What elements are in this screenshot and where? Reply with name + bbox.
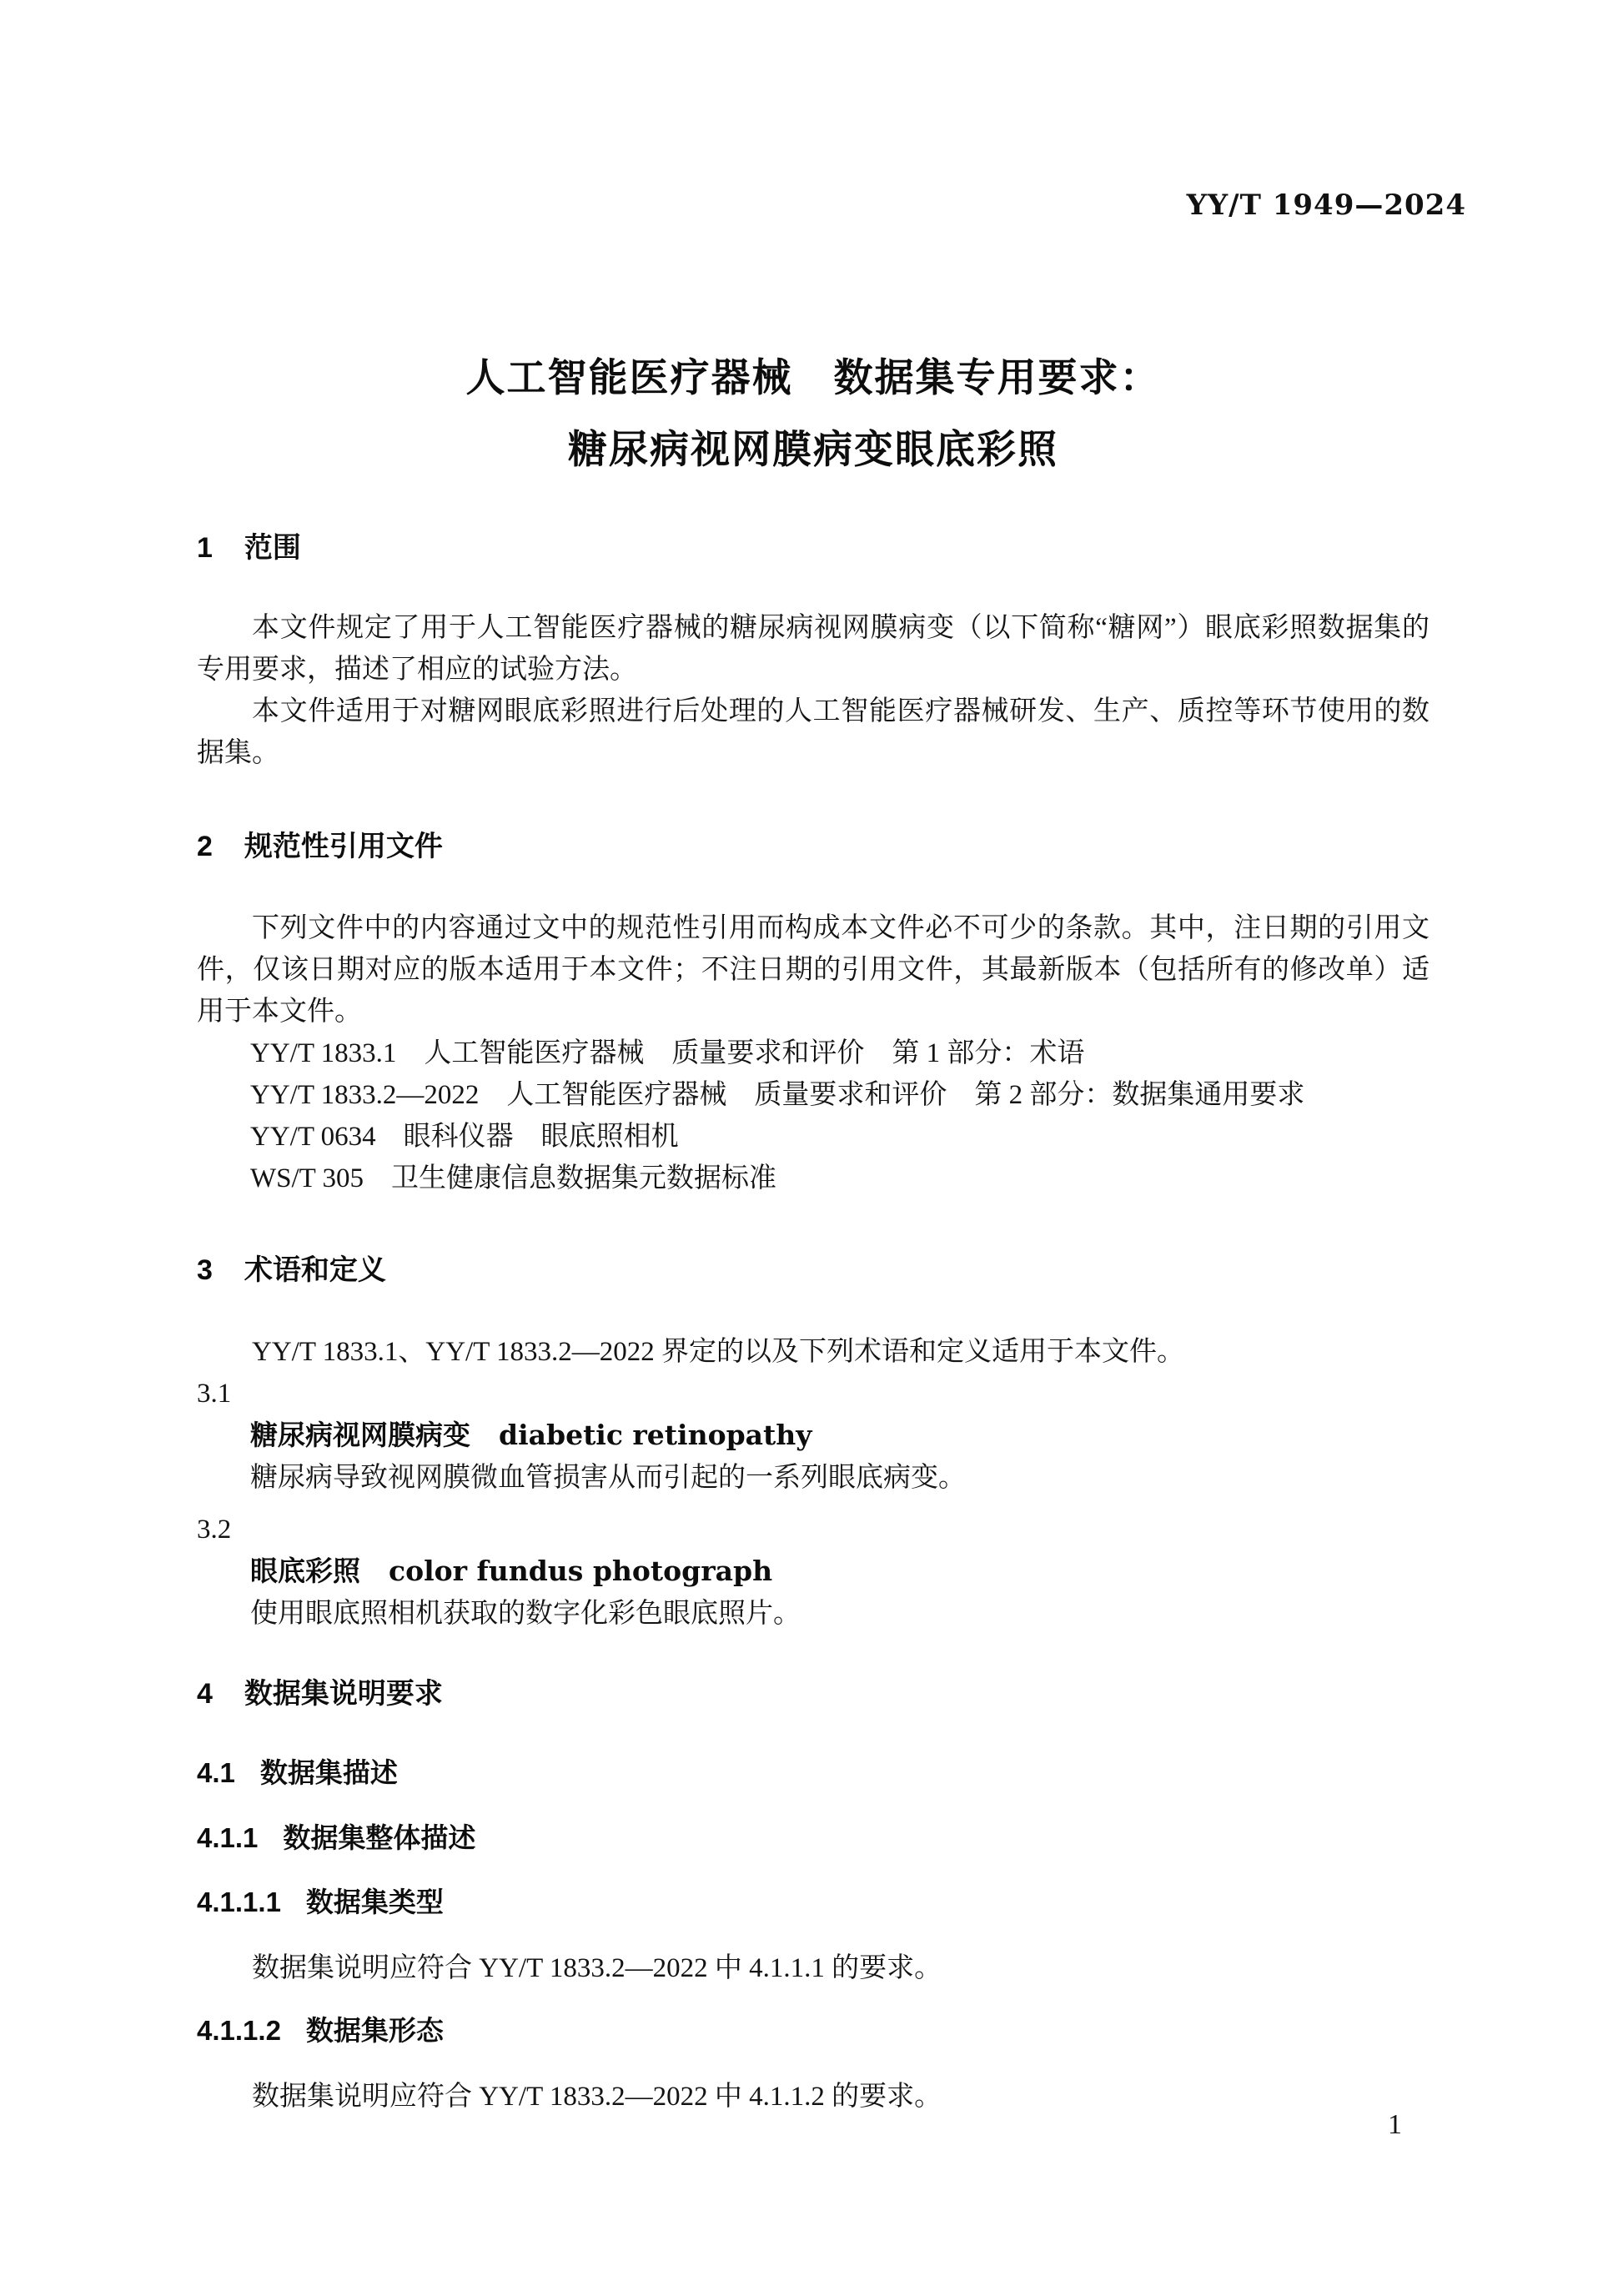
- subclause-4-1-title: 数据集描述: [259, 1757, 398, 1788]
- section-2-heading: [197, 827, 1430, 866]
- reference-item: YY/T 1833.2—2022 人工智能医疗器械 质量要求和评价 第 2 部分：数据集通用要求: [250, 1080, 1305, 1110]
- normative-intro-paragraph: 下列文件中的内容通过文中的规范性引用而构成本文件必不可少的条款。其中，注日期的引用文件，仅该日期对应的版本适用于本文件；不注日期的引用文件，其最新版本（包括所有的修改单）适用于本文件。: [197, 913, 1430, 1027]
- term-title-line: [197, 1550, 1430, 1593]
- section-2-title: 规范性引用文件: [244, 831, 443, 862]
- term-number: 3.1: [197, 1379, 232, 1409]
- subclause-4-1-1-2-number: 4.1.1.2: [197, 2015, 281, 2046]
- term-english: diabetic retinopathy: [499, 1419, 812, 1451]
- subclause-4-1-1-1-body: 数据集说明应符合 YY/T 1833.2—2022 中 4.1.1.1 的要求。: [252, 1953, 942, 1983]
- document-title-line2: 糖尿病视网膜病变眼底彩照: [568, 427, 1058, 471]
- document-title: [197, 0, 1430, 485]
- subclause-4-1-1-1-heading: [197, 1884, 1430, 1921]
- section-2-number: 2: [197, 831, 213, 862]
- subclause-4-1-1-1-number: 4.1.1.1: [197, 1887, 281, 1917]
- term-entry: [197, 1509, 1430, 1635]
- term-definition: 糖尿病导致视网膜微血管损害从而引起的一系列眼底病变。: [250, 1463, 966, 1493]
- page-number: 1: [1388, 2109, 1402, 2140]
- subclause-4-1-1-heading: [197, 1820, 1430, 1856]
- reference-item: YY/T 1833.1 人工智能医疗器械 质量要求和评价 第 1 部分：术语: [250, 1038, 1085, 1068]
- section-4-number: 4: [197, 1678, 213, 1710]
- reference-item: WS/T 305 卫生健康信息数据集元数据标准: [250, 1163, 776, 1193]
- subclause-4-1-number: 4.1: [197, 1757, 235, 1788]
- section-3-heading: [197, 1251, 1430, 1289]
- term-title-line: [197, 1414, 1430, 1457]
- subclause-4-1-1-2-title: 数据集形态: [305, 2015, 444, 2046]
- scope-paragraph-1: 本文件规定了用于人工智能医疗器械的糖尿病视网膜病变（以下简称“糖网”）眼底彩照数据集的专用要求，描述了相应的试验方法。: [197, 613, 1430, 685]
- subclause-4-1-1-number: 4.1.1: [197, 1822, 259, 1853]
- section-1-number: 1: [197, 532, 213, 564]
- term-entry: [197, 1373, 1430, 1499]
- subclause-4-1-1-title: 数据集整体描述: [283, 1822, 476, 1853]
- term-definition: 使用眼底照相机获取的数字化彩色眼底照片。: [250, 1599, 801, 1629]
- reference-item: YY/T 0634 眼科仪器 眼底照相机: [250, 1122, 679, 1152]
- normative-reference-list: [197, 1032, 1430, 1199]
- section-4-heading: [197, 1675, 1430, 1713]
- section-1-title: 范围: [244, 532, 301, 564]
- section-1-heading: [197, 529, 1430, 567]
- doc-code: YY/T 1949—2024: [1186, 188, 1466, 222]
- term-chinese: 眼底彩照: [250, 1555, 360, 1586]
- term-english: color fundus photograph: [389, 1555, 773, 1587]
- section-3-title: 术语和定义: [244, 1254, 386, 1286]
- document-title-line1: 人工智能医疗器械 数据集专用要求：: [465, 355, 1161, 399]
- subclause-4-1-1-2-body: 数据集说明应符合 YY/T 1833.2—2022 中 4.1.1.2 的要求。: [252, 2082, 942, 2112]
- subclause-4-1-heading: [197, 1755, 1430, 1791]
- subclause-4-1-1-1-title: 数据集类型: [305, 1887, 444, 1917]
- section-4-title: 数据集说明要求: [244, 1678, 443, 1710]
- scope-paragraph-2: 本文件适用于对糖网眼底彩照进行后处理的人工智能医疗器械研发、生产、质控等环节使用的数据集。: [197, 696, 1430, 768]
- subclause-4-1-1-2-heading: [197, 2012, 1430, 2049]
- term-chinese: 糖尿病视网膜病变: [250, 1419, 470, 1450]
- section-3-number: 3: [197, 1254, 213, 1286]
- terms-intro-paragraph: YY/T 1833.1、YY/T 1833.2—2022 界定的以及下列术语和定义适用于本文件。: [252, 1337, 1185, 1367]
- term-number: 3.2: [197, 1515, 232, 1545]
